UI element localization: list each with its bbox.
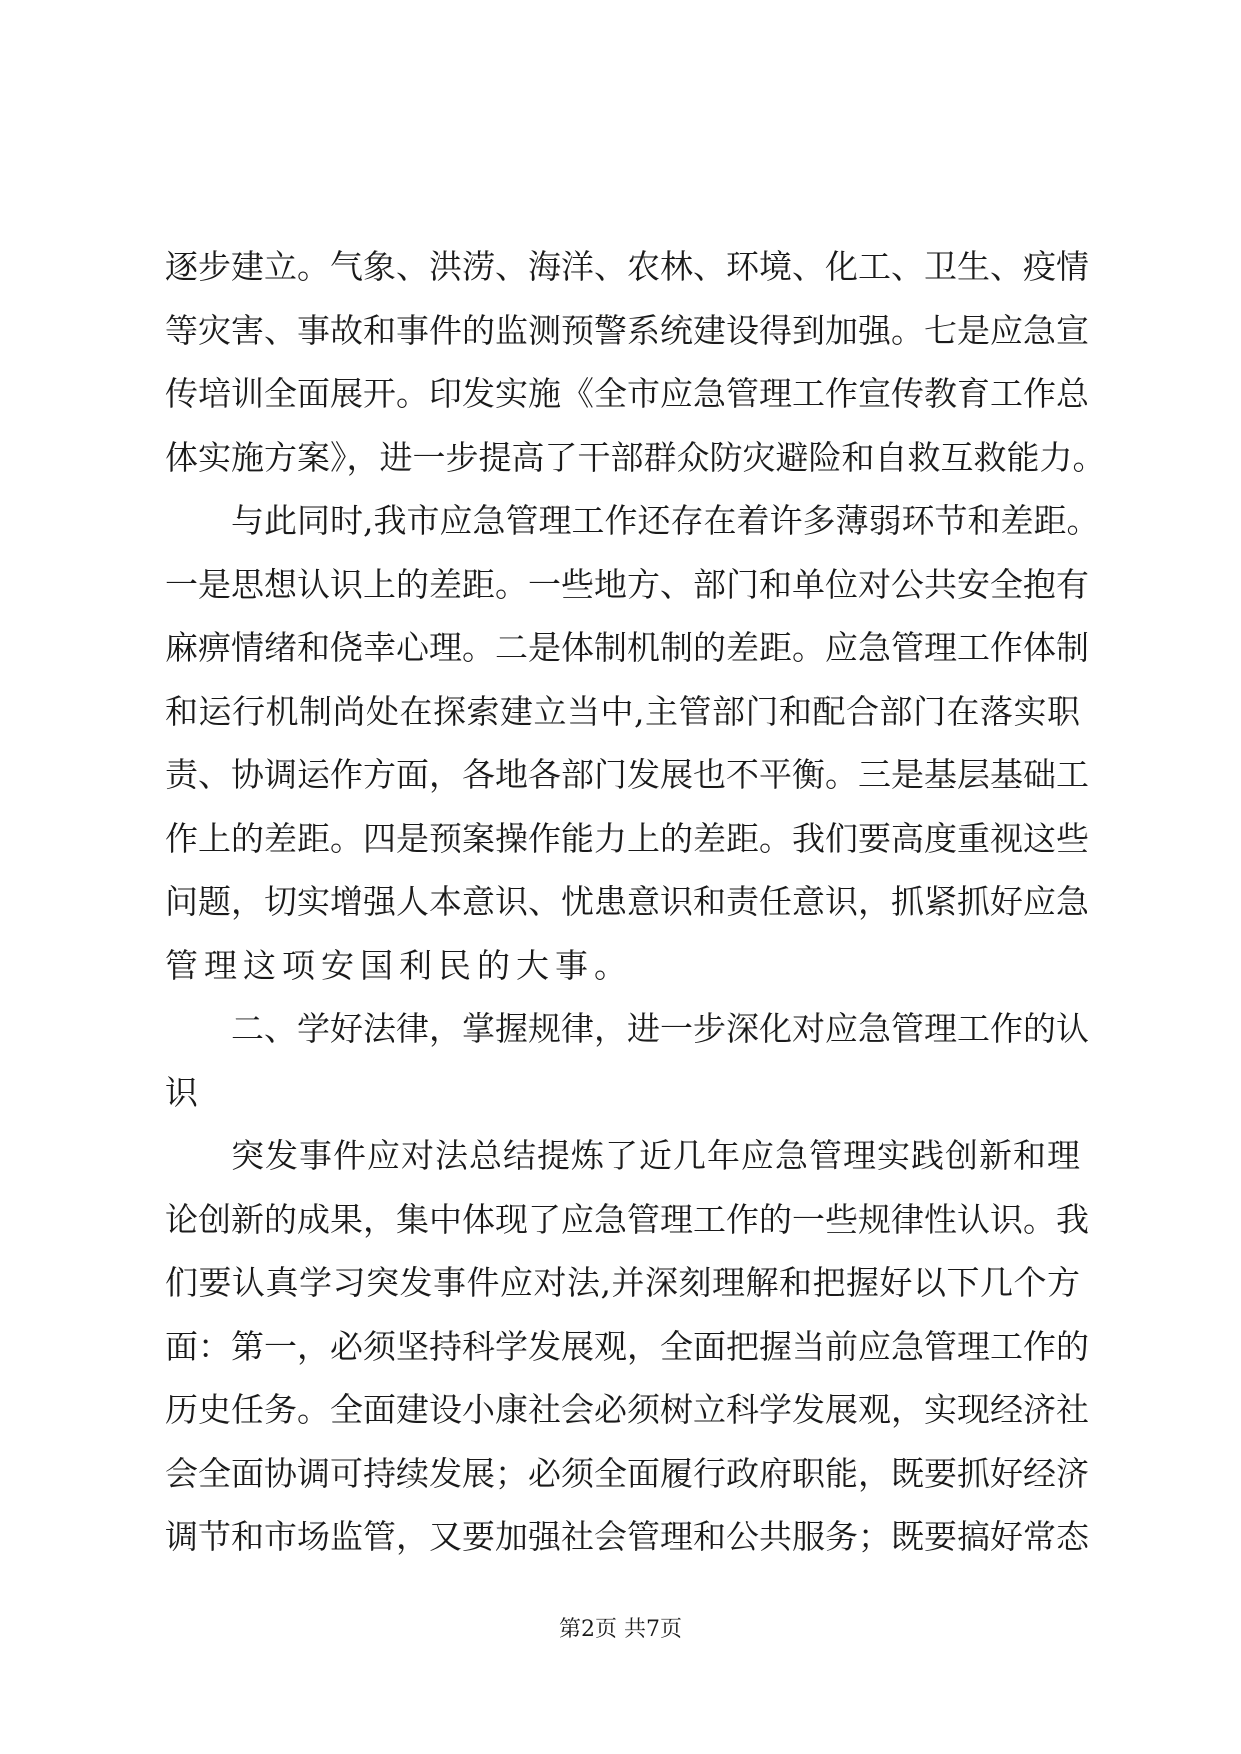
document-body [165, 235, 1106, 1569]
section-heading: 二、学好法律，掌握规律，进一步深化对应急管理工作的认 [231, 1009, 1089, 1048]
text-line: 问题，切实增强人本意识、忧患意识和责任意识，抓紧抓好应急 [165, 882, 1089, 921]
paragraph-first-line: 突发事件应对法总结提炼了近几年应急管理实践创新和理 [231, 1136, 1080, 1175]
text-line: 会全面协调可持续发展；必须全面履行政府职能，既要抓好经济 [165, 1453, 1089, 1493]
text-line: 作上的差距。四是预案操作能力上的差距。我们要高度重视这些 [165, 818, 1089, 858]
text-line: 历史任务。全面建设小康社会必须树立科学发展观，实现经济社 [165, 1390, 1089, 1429]
text-line: 面：第一，必须坚持科学发展观，全面把握当前应急管理工作的 [165, 1326, 1089, 1366]
text-line: 逐步建立。气象、洪涝、海洋、农林、环境、化工、卫生、疫情 [165, 247, 1089, 286]
text-line: 等灾害、事故和事件的监测预警系统建设得到加强。七是应急宣 [165, 310, 1089, 350]
paragraph-last-line: 管理这项安国利民的大事。 [165, 945, 633, 985]
text-line: 和运行机制尚处在探索建立当中,主管部门和配合部门在落实职 [165, 691, 1080, 731]
text-line: 论创新的成果，集中体现了应急管理工作的一些规律性认识。我 [165, 1199, 1089, 1239]
section-heading-continued: 识 [165, 1072, 204, 1112]
text-line: 体实施方案》，进一步提高了干部群众防灾避险和自救互救能力。 [165, 437, 1106, 477]
text-line: 们要认真学习突发事件应对法,并深刻理解和把握好以下几个方 [165, 1263, 1080, 1302]
page-number-footer: 第2页 共7页 [559, 1617, 682, 1642]
text-line: 麻痹情绪和侥幸心理。二是体制机制的差距。应急管理工作体制 [165, 628, 1089, 667]
text-line: 责、协调运作方面，各地各部门发展也不平衡。三是基层基础工 [165, 755, 1089, 794]
paragraph-first-line: 与此同时,我市应急管理工作还存在着许多薄弱环节和差距。 [231, 501, 1100, 540]
text-line: 一是思想认识上的差距。一些地方、部门和单位对公共安全抱有 [165, 564, 1089, 604]
text-line: 调节和市场监管，又要加强社会管理和公共服务；既要搞好常态 [165, 1517, 1089, 1556]
text-line: 传培训全面展开。印发实施《全市应急管理工作宣传教育工作总 [165, 374, 1089, 413]
